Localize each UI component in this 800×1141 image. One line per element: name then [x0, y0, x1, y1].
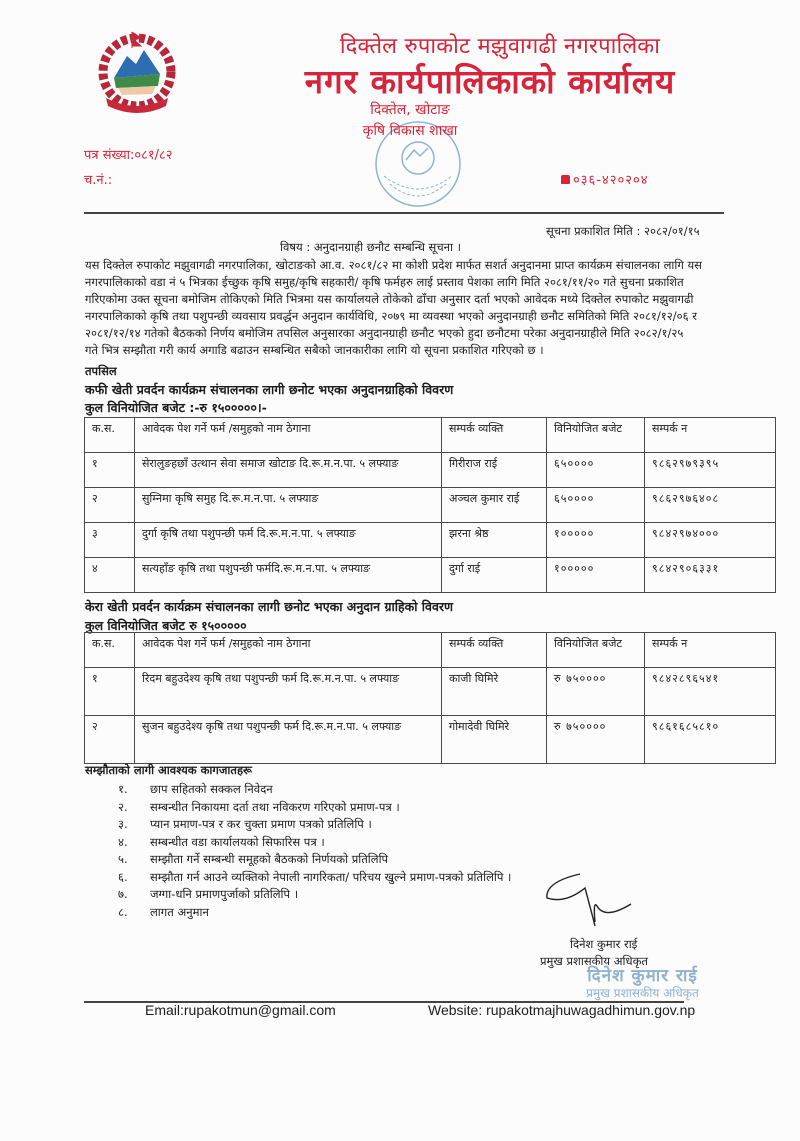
- office-address: दिक्तेल, खोटाङ: [370, 102, 450, 118]
- required-documents-list: [118, 781, 511, 921]
- column-header-budget: विनियोजित बजेट: [547, 633, 645, 668]
- table-header-row: [85, 418, 776, 453]
- cell-sn: ३: [85, 523, 135, 558]
- list-item: [118, 869, 511, 887]
- cell-budget: रु ७५००००: [547, 668, 645, 716]
- handwritten-signature: [535, 870, 635, 930]
- cell-name: दुर्गा कृषि तथा पशुपन्छी फर्म दि.रू.म.न.पा. ५ लफ्याङ: [135, 523, 442, 558]
- government-emblem-logo: [92, 28, 182, 120]
- cell-phone: ९८४२९७४०००: [645, 523, 776, 558]
- footer-email: Email:rupakotmun@gmail.com: [145, 1002, 336, 1018]
- body-line: २०८१/१२/१४ गतेको बैठकको निर्णय बमोजिम तपसिल अनुसारका अनुदानग्राही छनौट भएको हुदा छनौटमा परेका अनुदानग्राहीले मिति २०८२/१/२५: [85, 326, 684, 340]
- table-row: [85, 488, 776, 523]
- body-line: यस दिक्तेल रुपाकोट मझुवागढी नगरपालिका, खोटाङको आ.व. २०८१/८२ मा कोशी प्रदेश मार्फत सशर्त अनुदानमा प्राप्त कार्यक्रम संचालनका लागि यस: [85, 258, 702, 272]
- list-index: ७.: [118, 887, 128, 901]
- cell-name: रिदम बहुउदेश्य कृषि तथा पशुपन्छी फर्म दि.रू.म.न.पा. ५ लफ्याङ: [135, 668, 442, 716]
- list-item: [118, 851, 511, 869]
- coffee-section-title: कफी खेती प्रवर्दन कार्यक्रम संचालनका लागी छनोट भएका अनुदानग्राहिको विवरण: [85, 382, 454, 397]
- list-item: [118, 816, 511, 834]
- cell-budget: १०००००: [547, 558, 645, 593]
- body-line: नगरपालिकाको वडा नं ५ भित्रका ईच्छुक कृषि समुह/कृषि सहकारी/ कृषि फर्महरु लाई प्रस्ताव पेशका लागि मिति २०८१/११/२० गते सुचना प्रकाशित: [85, 275, 684, 289]
- cell-name: सुजन बहुउदेश्य कृषि तथा पशुपन्छी फर्म दि.रू.म.न.पा. ५ लफ्याङ: [135, 716, 442, 764]
- cell-sn: २: [85, 488, 135, 523]
- cell-name: सुम्निमा कृषि समुह दि.रू.म.न.पा. ५ लफ्याङ: [135, 488, 442, 523]
- cell-sn: १: [85, 453, 135, 488]
- signatory-stamp: [550, 966, 735, 1004]
- header-divider: [84, 212, 724, 214]
- column-header-person: सम्पर्क व्यक्ति: [442, 418, 547, 453]
- phone-number: ०३६-४२०२०४: [573, 173, 649, 188]
- notice-body: [85, 257, 785, 359]
- list-index: १.: [118, 782, 128, 796]
- cell-budget: १०००००: [547, 523, 645, 558]
- stamp-name: दिनेश कुमार राई: [587, 966, 698, 986]
- cell-name: सेरालुङहछाँ उत्थान सेवा समाज खोटाङ दि.रू.म.न.पा. ५ लफ्याङ: [135, 453, 442, 488]
- office-name: नगर कार्यपालिकाको कार्यालय: [304, 62, 676, 101]
- list-index: ४.: [118, 834, 128, 849]
- cell-person: काजी घिमिरे: [442, 668, 547, 716]
- stamp-title: प्रमुख प्रशासकीय अधिकृत: [586, 986, 699, 1000]
- signatory-title: प्रमुख प्रशासकीय अधिकृत: [540, 954, 648, 968]
- list-item: [118, 886, 511, 904]
- table-row: [85, 558, 776, 593]
- list-item: [118, 904, 511, 922]
- column-header-name: आवेदक पेश गर्ने फर्म /समुहको नाम ठेगाना: [135, 633, 442, 668]
- table-row: [85, 668, 776, 716]
- cell-person: गिरीराज राई: [442, 453, 547, 488]
- list-text: सम्बन्धीत निकायमा दर्ता तथा नविकरण गरिएको प्रमाण-पत्र ।: [150, 799, 400, 814]
- list-text: प्यान प्रमाण-पत्र र कर चुक्ता प्रमाण पत्रको प्रतिलिपि ।: [150, 817, 372, 831]
- municipality-name: दिक्तेल रुपाकोट मझुवागढी नगरपालिका: [339, 34, 661, 59]
- cell-sn: १: [85, 668, 135, 716]
- list-item: [118, 799, 511, 817]
- list-item: [118, 781, 511, 799]
- cell-phone: ९८४२८९६५४१: [645, 668, 776, 716]
- column-header-person: सम्पर्क व्यक्ति: [442, 633, 547, 668]
- notice-subject: विषय : अनुदानग्राही छनौट सम्बन्धि सूचना ।: [280, 240, 462, 254]
- list-index: ३.: [118, 817, 128, 831]
- list-text: सम्झौता गर्ने सम्बन्धी समूहको बैठकको निर्णयको प्रतिलिपि: [150, 852, 389, 866]
- body-line: गरिएकोमा उक्त सूचना बमोजिम तोकिएको मिति भित्रमा यस कार्यालयले तोकेको ढाँचा अनुसार दर्ता भएको आवेदक मध्ये दिक्तेल रुपाकोट मझुवागढी: [85, 292, 694, 306]
- banana-grantees-table: [84, 632, 776, 764]
- list-index: ५.: [118, 852, 128, 866]
- list-index: ८.: [118, 904, 128, 919]
- banana-total-budget: कुल विनियोजित बजेट रु १५०००००: [85, 618, 247, 633]
- cell-phone: ९८४२९०६३३१: [645, 558, 776, 593]
- banana-section-title: केरा खेती प्रवर्दन कार्यक्रम संचालनका लागी छनोट भएका अनुदान ग्राहिको विवरण: [85, 599, 454, 614]
- cell-person: गोमादेवी घिमिरे: [442, 716, 547, 764]
- office-phone: [561, 170, 649, 188]
- cell-sn: २: [85, 716, 135, 764]
- column-header-sn: क.स.: [85, 418, 135, 453]
- list-index: ६.: [118, 869, 128, 884]
- table-row: [85, 453, 776, 488]
- table-row: [85, 523, 776, 558]
- branch-name: कृषि विकास शाखा: [362, 123, 458, 139]
- list-index: २.: [118, 799, 128, 814]
- list-text: जग्गा-धनि प्रमाणपुर्जाको प्रतिलिपि ।: [150, 887, 299, 901]
- published-date: सूचना प्रकाशित मिति : २०८२/०१/१५: [546, 224, 700, 238]
- cell-person: दुर्गा राई: [442, 558, 547, 593]
- column-header-name: आवेदक पेश गर्ने फर्म /समुहको नाम ठेगाना: [135, 418, 442, 453]
- details-label: तपसिल: [85, 364, 117, 378]
- cell-budget: ६५००००: [547, 453, 645, 488]
- column-header-sn: क.स.: [85, 633, 135, 668]
- cell-sn: ४: [85, 558, 135, 593]
- cell-name: सत्यहाँङ कृषि तथा पशुपन्छी फर्मदि.रू.म.न.पा. ५ लफ्याङ: [135, 558, 442, 593]
- coffee-grantees-table: [84, 417, 776, 593]
- list-text: सम्बन्धीत वडा कार्यालयको सिफारिस पत्र ।: [150, 834, 325, 849]
- list-text: सम्झौता गर्न आउने व्यक्तिको नेपाली नागरिकता/ परिचय खुल्ने प्रमाण-पत्रको प्रतिलिपि ।: [150, 869, 512, 884]
- phone-icon: [561, 175, 570, 184]
- list-text: छाप सहितको सक्कल निवेदन: [150, 782, 273, 796]
- cell-phone: ९८६१६८५८१०: [645, 716, 776, 764]
- column-header-phone: सम्पर्क न: [645, 633, 776, 668]
- body-line: गते भित्र सम्झौता गरी कार्य अगाडि बढाउन सम्बन्धित सबैको जानकारीका लागि यो सूचना प्रकाशित गरिएको छ ।: [85, 343, 544, 357]
- list-item: [118, 834, 511, 852]
- column-header-phone: सम्पर्क न: [645, 418, 776, 453]
- dispatch-number: च.नं.:: [84, 173, 113, 188]
- cell-person: अञ्चल कुमार राई: [442, 488, 547, 523]
- signatory-name: दिनेश कुमार राई: [570, 937, 638, 951]
- table-header-row: [85, 633, 776, 668]
- body-line: नगरपालिकाको कृषि तथा पशुपन्छी व्यवसाय प्रवर्द्धन अनुदान कार्यविधि, २०७९ मा व्यवस्था भएको अनुदानग्राही छनौट समितिको मिति २०८१/१२/०६ र: [85, 309, 697, 323]
- list-text: लागत अनुमान: [150, 904, 209, 919]
- cell-phone: ९८६२९७६४०८: [645, 488, 776, 523]
- coffee-total-budget: कुल विनियोजित बजेट :-रु १५०००००।-: [85, 400, 267, 415]
- cell-person: झरना श्रेष्ठ: [442, 523, 547, 558]
- cell-budget: रु ७५००००: [547, 716, 645, 764]
- cell-budget: ६५००००: [547, 488, 645, 523]
- cell-phone: ९८६२९७९३९५: [645, 453, 776, 488]
- table-row: [85, 716, 776, 764]
- footer-website: Website: rupakotmajhuwagadhimun.gov.np: [428, 1002, 696, 1018]
- column-header-budget: विनियोजित बजेट: [547, 418, 645, 453]
- required-documents-title: सम्झौताको लागी आवश्यक कागजातहरू: [85, 763, 252, 777]
- reference-number: पत्र संख्या:०८१/८२: [84, 148, 173, 163]
